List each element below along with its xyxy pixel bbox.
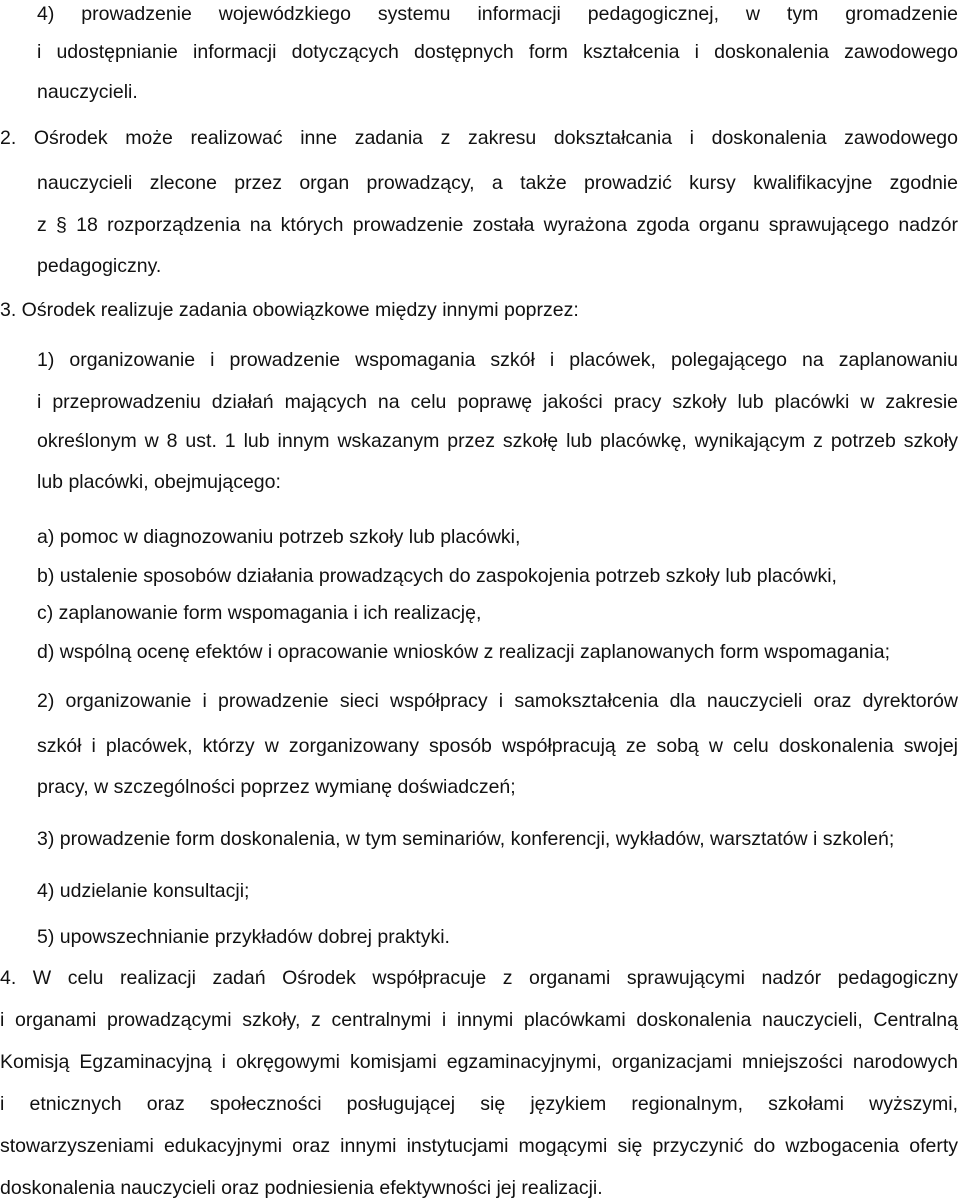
text-line: 4. W celu realizacji zadań Ośrodek współpracuje z organami sprawującymi nadzór pedagogiczny — [0, 967, 958, 989]
text-line: stowarzyszeniami edukacyjnymi oraz innymi instytucjami mogącymi się przyczynić do wzbogacenia oferty — [0, 1135, 958, 1157]
text-line: pracy, w szczególności poprzez wymianę doświadczeń; — [37, 776, 516, 798]
text-line: 2. Ośrodek może realizować inne zadania z zakresu dokształcania i doskonalenia zawodowego — [0, 127, 958, 149]
text-line: 3. Ośrodek realizuje zadania obowiązkowe między innymi poprzez: — [0, 299, 579, 321]
text-line: pedagogiczny. — [37, 255, 162, 277]
text-line: i przeprowadzeniu działań mających na celu poprawę jakości pracy szkoły lub placówki w zakresie — [37, 391, 958, 413]
text-line: d) wspólną ocenę efektów i opracowanie wniosków z realizacji zaplanowanych form wspomagania; — [37, 641, 891, 663]
text-line: 1) organizowanie i prowadzenie wspomagania szkół i placówek, polegającego na zaplanowaniu — [37, 349, 958, 371]
text-line: nauczycieli zlecone przez organ prowadzący, a także prowadzić kursy kwalifikacyjne zgodnie — [37, 172, 958, 194]
text-line: 4) prowadzenie wojewódzkiego systemu informacji pedagogicznej, w tym gromadzenie — [37, 3, 958, 25]
text-line: nauczycieli. — [37, 81, 138, 103]
text-line: i udostępnianie informacji dotyczących dostępnych form kształcenia i doskonalenia zawodowego — [37, 41, 958, 63]
text-line: 3) prowadzenie form doskonalenia, w tym seminariów, konferencji, wykładów, warsztatów i szkoleń; — [37, 828, 895, 850]
text-line: doskonalenia nauczycieli oraz podniesienia efektywności jej realizacji. — [0, 1177, 603, 1199]
text-line: lub placówki, obejmującego: — [37, 471, 281, 493]
text-line: i etnicznych oraz społeczności posługującej się językiem regionalnym, szkołami wyższymi, — [0, 1093, 958, 1115]
text-line: 5) upowszechnianie przykładów dobrej praktyki. — [37, 926, 450, 948]
text-line: b) ustalenie sposobów działania prowadzących do zaspokojenia potrzeb szkoły lub placówki, — [37, 565, 837, 587]
text-line: szkół i placówek, którzy w zorganizowany sposób współpracują ze sobą w celu doskonalenia swojej — [37, 735, 958, 757]
text-line: z § 18 rozporządzenia na których prowadzenie została wyrażona zgoda organu sprawującego nadzór — [37, 214, 958, 236]
text-line: a) pomoc w diagnozowaniu potrzeb szkoły lub placówki, — [37, 526, 521, 548]
text-line: określonym w 8 ust. 1 lub innym wskazanym przez szkołę lub placówkę, wynikającym z potrzeb szkoły — [37, 430, 958, 452]
text-line: Komisją Egzaminacyjną i okręgowymi komisjami egzaminacyjnymi, organizacjami mniejszości narodowych — [0, 1051, 958, 1073]
text-line: 4) udzielanie konsultacji; — [37, 880, 250, 902]
text-line: c) zaplanowanie form wspomagania i ich realizację, — [37, 602, 482, 624]
text-line: 2) organizowanie i prowadzenie sieci współpracy i samokształcenia dla nauczycieli oraz dyrektorów — [37, 690, 958, 712]
text-line: i organami prowadzącymi szkoły, z centralnymi i innymi placówkami doskonalenia nauczycieli, Centralną — [0, 1009, 958, 1031]
